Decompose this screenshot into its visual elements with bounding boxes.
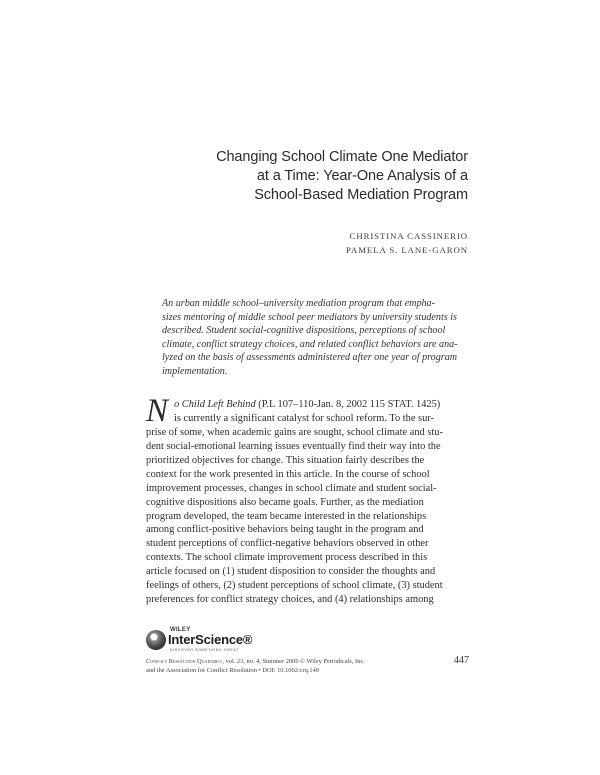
abstract-line: sizes mentoring of middle school peer mediators by university students is	[162, 311, 457, 323]
page-number: 447	[454, 655, 469, 666]
logo-tagline: DISCOVER SOMETHING GREAT	[170, 648, 240, 652]
logo-name: InterScience®	[168, 632, 253, 647]
body-line	[146, 398, 468, 412]
citation-details: vol. 23, no. 4, Summer 2006 © Wiley Periodicals, Inc.	[223, 658, 365, 665]
body-line: improvement processes, changes in school climate and student social-	[146, 482, 437, 494]
author-name: CHRISTINA CASSINERIO	[349, 231, 468, 241]
abstract-line: An urban middle school–university mediation program that empha-	[162, 298, 435, 309]
body-line: among conflict-positive behaviors being taught in the program and	[146, 524, 424, 536]
body-italic-text: o Child Left Behind	[174, 399, 256, 410]
logo-publisher: WILEY	[170, 627, 191, 633]
body-line: article focused on (1) student disposition to consider the thoughts and	[146, 566, 436, 578]
globe-icon	[146, 630, 166, 650]
body-line: feelings of others, (2) student perceptions of school climate, (3) student	[146, 580, 443, 592]
citation-line: and the Association for Conflict Resolution • DOI: 10.1002/crq.149	[146, 667, 319, 675]
body-line: program developed, the team became interested in the relationships	[146, 510, 427, 522]
author-name: PAMELA S. LANE-GARON	[345, 245, 468, 255]
body-line: is currently a significant catalyst for school reform. To the sur-	[174, 412, 435, 424]
body-text	[146, 393, 468, 607]
title-line: Changing School Climate One Mediator	[216, 149, 468, 165]
abstract-line: lyzed on the basis of assessments administered after one year of program	[162, 352, 458, 364]
body-line: context for the work presented in this article. In the course of school	[146, 468, 430, 480]
title-line: at a Time: Year-One Analysis of a	[256, 168, 468, 184]
body-line: contexts. The school climate improvement process described in this	[146, 552, 428, 564]
drop-cap: N	[146, 393, 169, 429]
title-line: School-Based Mediation Program	[254, 187, 468, 203]
abstract-line: described. Student social-cognitive dispositions, perceptions of school	[162, 325, 446, 337]
body-line: prioritized objectives for change. This situation fairly describes the	[146, 454, 425, 466]
body-line: cognitive dispositions also became goals. Further, as the mediation	[146, 496, 424, 508]
body-line: student perceptions of conflict-negative behaviors observed in other	[146, 538, 429, 550]
wiley-interscience-logo	[146, 628, 256, 654]
citation-line	[146, 657, 426, 666]
author-list	[208, 229, 468, 257]
article-title	[128, 148, 468, 205]
body-line: preferences for conflict strategy choices, and (4) relationships among	[146, 594, 434, 606]
body-line: dent social-emotional learning issues eventually find their way into the	[146, 440, 441, 452]
citation-footer	[146, 657, 426, 676]
abstract-line: climate, conflict strategy choices, and related conflict behaviors are ana-	[162, 338, 458, 350]
body-line-text: (P.L 107–110-Jan. 8, 2002 115 STAT. 1425)	[258, 399, 441, 410]
journal-name: Conflict Resolution Quarterly,	[146, 658, 224, 665]
body-line: prise of some, when academic gains are sought, school climate and stu-	[146, 426, 443, 438]
abstract-line: implementation.	[162, 365, 228, 377]
abstract	[162, 297, 467, 379]
